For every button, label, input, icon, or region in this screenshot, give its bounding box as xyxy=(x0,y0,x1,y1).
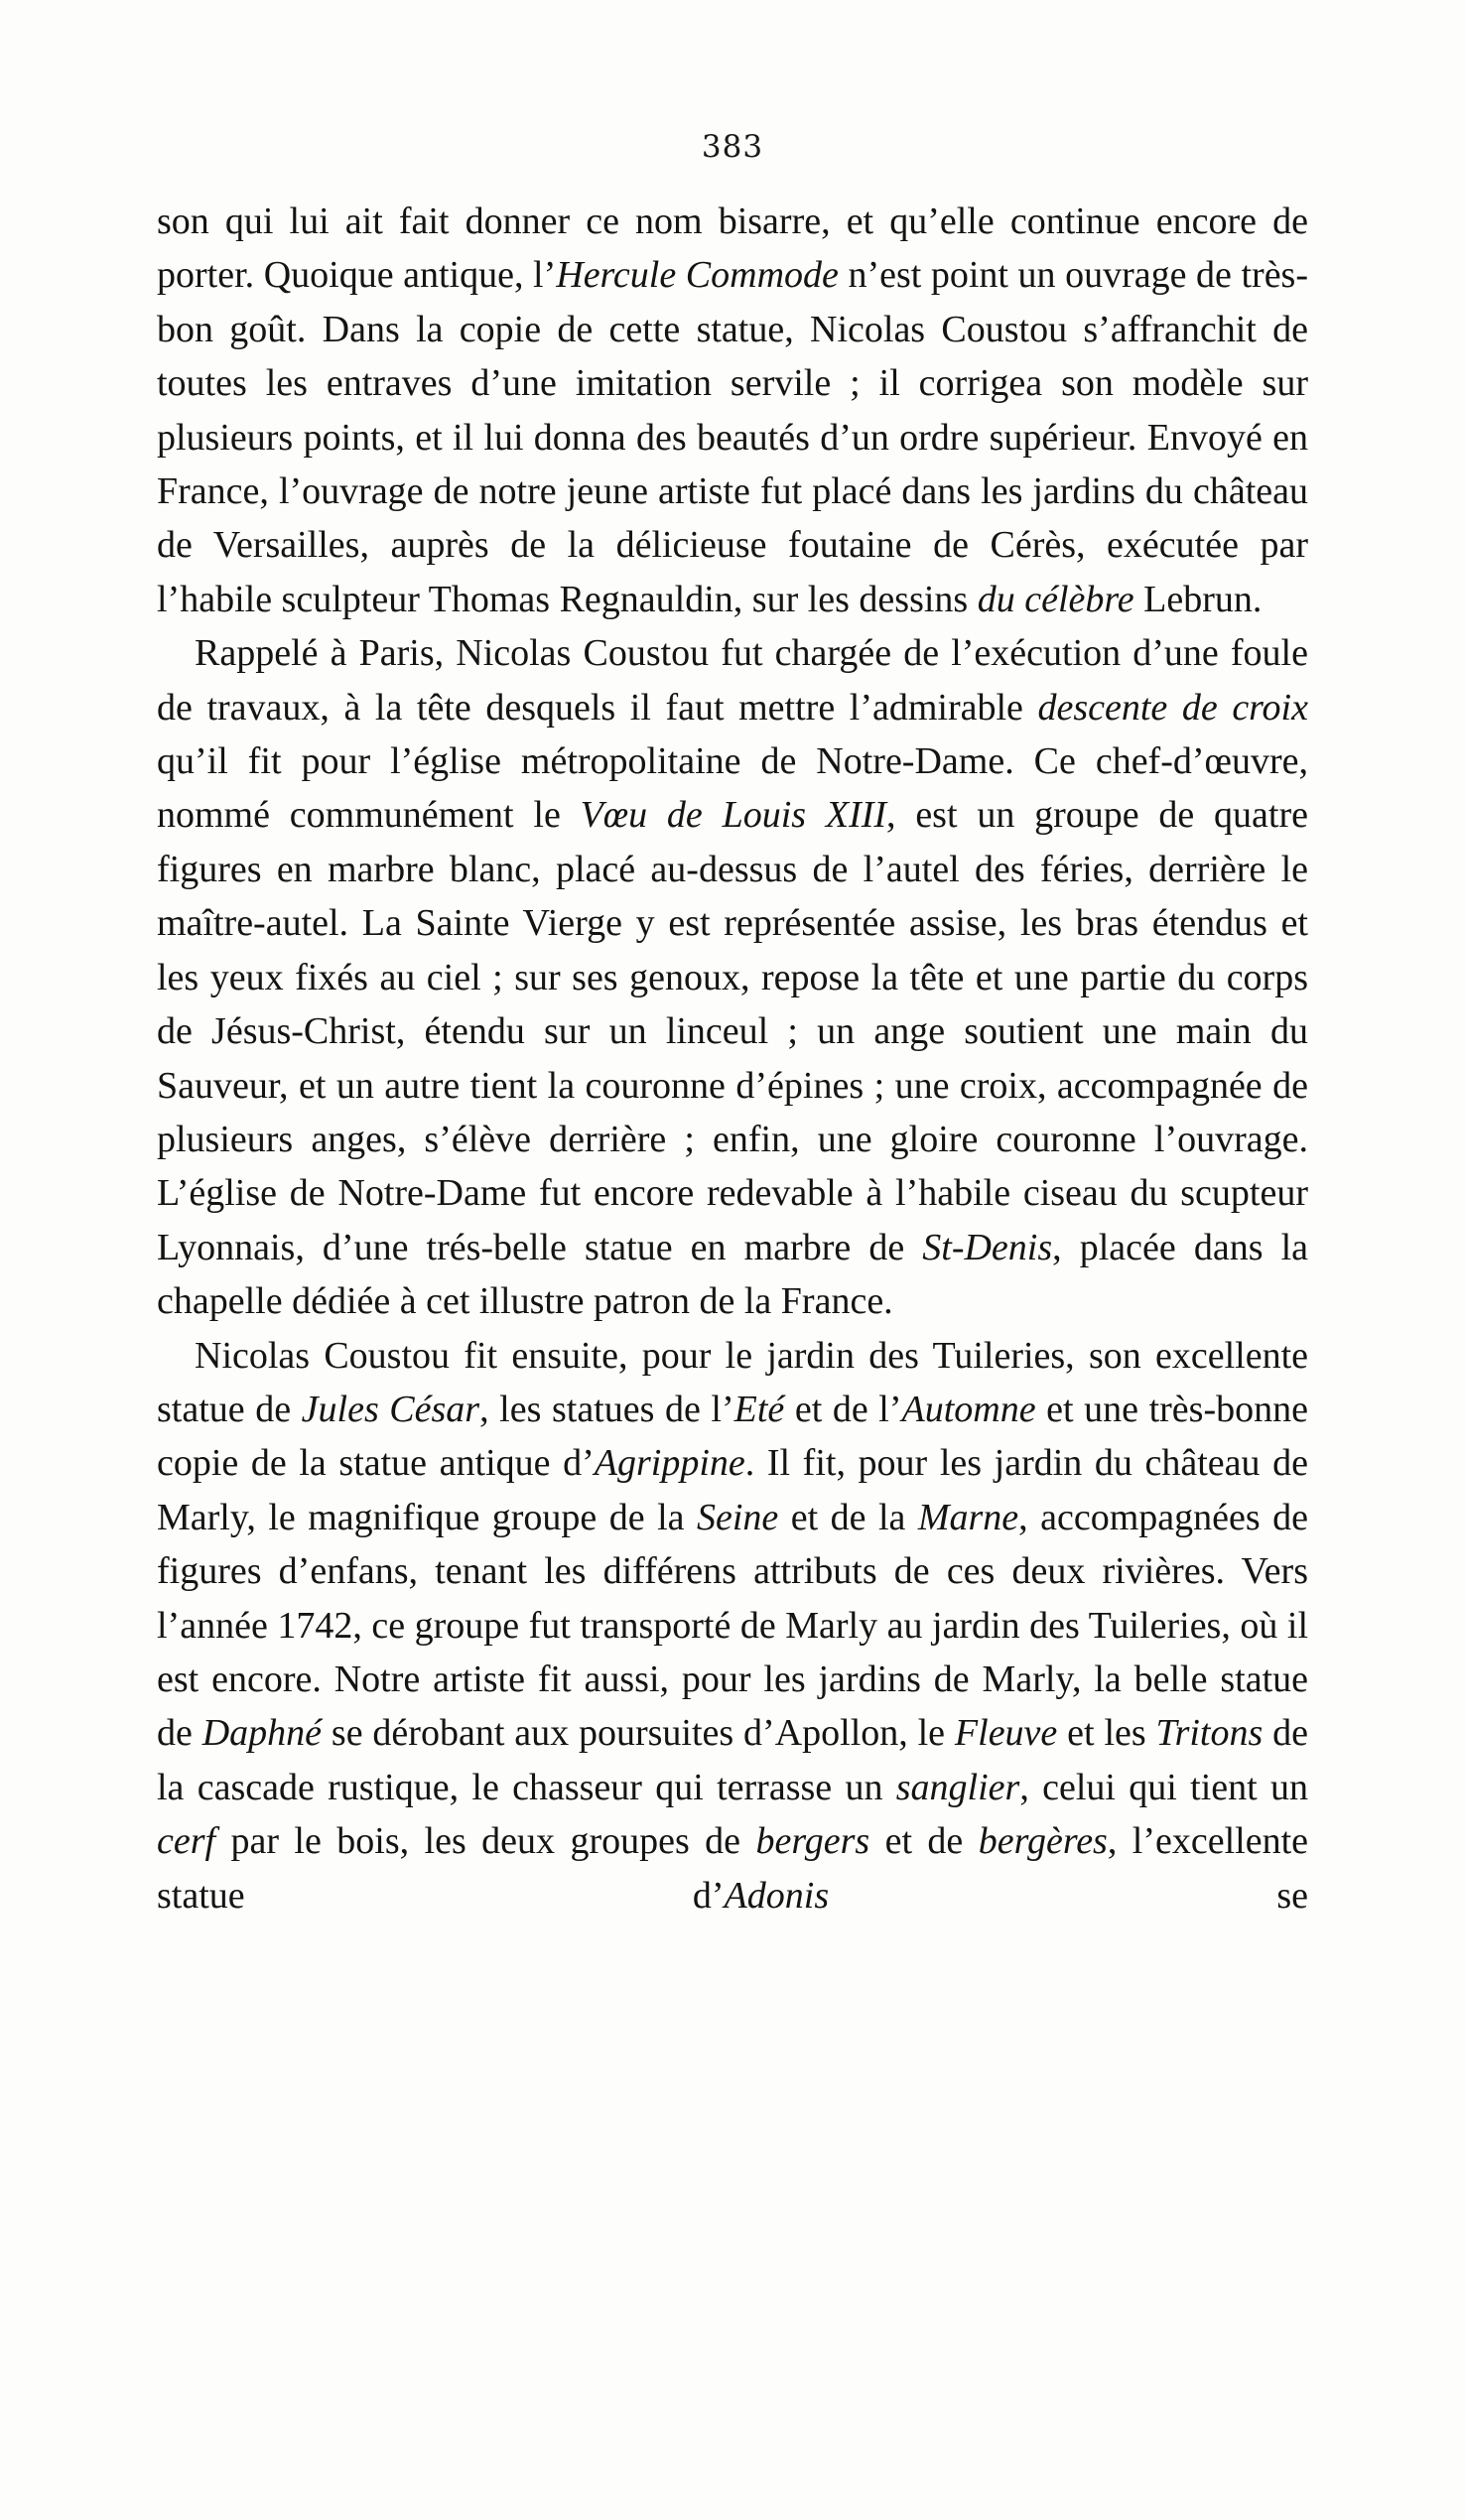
italic-text-segment: Eté xyxy=(733,1388,785,1430)
text-segment: et une très-bonne copie de la statue antique d’ xyxy=(157,1388,1308,1485)
italic-text-segment: bergers xyxy=(755,1820,870,1863)
italic-text-segment: Tritons xyxy=(1155,1712,1264,1755)
text-segment: Lebrun. xyxy=(1133,578,1263,620)
text-segment: , est un groupe de quatre figures en marbre blanc, placé au-dessus de l’autel des féries, derrière le maître-autel. La Sainte Vierge y est représentée assise, les bras étendus et les yeux fixés au ciel ; sur ses genoux, repose la tête et une partie du corps de Jésus-Christ, étendu sur un linceul ; un ange soutient une main du Sauveur, et un autre tient la couronne d’épines ; une croix, accompagnée de plusieurs anges, s’élève derrière ; enfin, une gloire couronne l’ouvrage. L’église de Notre-Dame fut encore redevable à l’habile ciseau du scupteur Lyonnais, d’une trés-belle statue en marbre de xyxy=(157,794,1309,1268)
italic-text-segment: cerf xyxy=(157,1820,216,1863)
italic-text-segment: Jules César xyxy=(301,1388,480,1430)
text-segment: , les statues de l’ xyxy=(479,1388,734,1430)
italic-text-segment: Seine xyxy=(696,1496,779,1538)
text-segment: et de l’ xyxy=(784,1388,902,1430)
italic-text-segment: descente de croix xyxy=(1037,686,1308,729)
italic-text-segment: St-Denis xyxy=(922,1226,1053,1268)
paragraph-3 xyxy=(157,1329,1308,1923)
page-number: 383 xyxy=(701,129,764,165)
italic-text-segment: Adonis xyxy=(724,1874,830,1917)
italic-text-segment: Hercule Commode xyxy=(556,254,839,297)
italic-text-segment: bergères xyxy=(978,1820,1108,1863)
italic-text-segment: Daphné xyxy=(201,1712,323,1755)
text-segment: qu’il fit pour l’église métropolitaine de Notre-Dame. Ce chef-d’œuvre, nommé communément le xyxy=(157,740,1308,837)
italic-text-segment: Automne xyxy=(901,1388,1036,1430)
italic-text-segment: sanglier xyxy=(895,1766,1020,1808)
text-segment: , l’excellente statue d’ xyxy=(157,1820,1308,1917)
text-segment: son qui lui ait fait donner ce nom bisarre, et qu’elle continue encore de porter. Quoique antique, l’ xyxy=(157,200,1308,297)
text-segment: se xyxy=(829,1874,1309,1917)
paragraph-2 xyxy=(157,626,1308,1328)
text-segment: de la cascade rustique, le chasseur qui terrasse un xyxy=(157,1712,1308,1808)
text-segment: n’est point un ouvrage de très-bon goût. Dans la copie de cette statue, Nicolas Coustou s’affranchit de toutes les entraves d’une imitation servile ; il corrigea son modèle sur plusieurs points, et il lui donna des beautés d’un ordre supérieur. Envoyé en France, l’ouvrage de notre jeune artiste fut placé dans les jardins du château de Versailles, auprès de la délicieuse foutaine de Cérès, exécutée par l’habile sculpteur Thomas Regnauldin, sur les dessins xyxy=(157,254,1309,620)
italic-text-segment: Agrippine xyxy=(594,1442,745,1485)
text-segment: , placée dans la chapelle dédiée à cet illustre patron de la France. xyxy=(157,1226,1308,1323)
body-text xyxy=(157,195,1308,1923)
text-segment: Rappelé à Paris, Nicolas Coustou fut chargée de l’exécution d’une foule de travaux, à la tête desquels il faut mettre l’admirable xyxy=(157,632,1308,729)
italic-text-segment: Marne xyxy=(917,1496,1019,1538)
text-segment: Nicolas Coustou fit ensuite, pour le jardin des Tuileries, son excellente statue de xyxy=(157,1334,1308,1430)
paragraph-1 xyxy=(157,195,1308,626)
text-segment: et de xyxy=(869,1820,979,1863)
italic-text-segment: Vœu de Louis XIII xyxy=(580,794,887,837)
text-segment: se dérobant aux poursuites d’Apollon, le xyxy=(322,1712,955,1755)
italic-text-segment: Fleuve xyxy=(954,1712,1058,1755)
text-segment: et les xyxy=(1057,1712,1156,1755)
text-segment: , accompagnées de figures d’enfans, tenant les différens attributs de ces deux rivières. Vers l’année 1742, ce groupe fut transporté de Marly au jardin des Tuileries, où il est encore. Notre artiste fit aussi, pour les jardins de Marly, la belle statue de xyxy=(157,1496,1308,1755)
text-segment: . Il fit, pour les jardin du château de Marly, le magnifique groupe de la xyxy=(157,1442,1308,1538)
text-segment: et de la xyxy=(778,1496,918,1538)
italic-text-segment: du célèbre xyxy=(977,578,1134,620)
text-segment: , celui qui tient un xyxy=(1019,1766,1308,1808)
text-segment: par le bois, les deux groupes de xyxy=(215,1820,756,1863)
